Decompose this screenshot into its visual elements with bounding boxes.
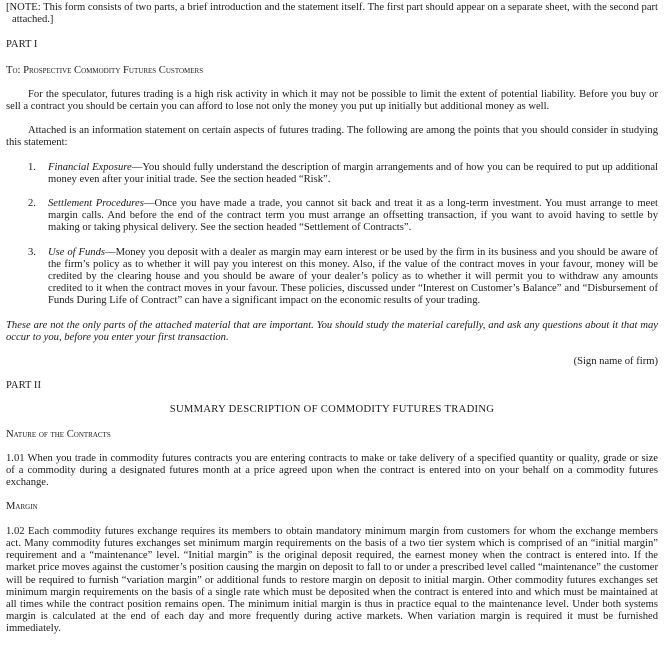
intro-paragraph: For the speculator, futures trading is a high risk activity in which it may not be possible to limit the extent of potential liability. Before you buy or sell a contract you should be certain you can afford to lose not only the money you put up initially but additional money as well. [6,88,658,113]
signature-line: (Sign name of firm) [573,356,658,368]
list-item-title: Financial Exposure [48,161,132,173]
part-2-title: SUMMARY DESCRIPTION OF COMMODITY FUTURES TRADING [169,404,495,416]
list-item-text: —You should fully understand the description of margin arrangements and of how you can be required to put up additional money even after your initial trade. See the section headed “Risk”. [48,161,658,185]
list-item-financial-exposure [6,162,658,186]
list-item-settlement-procedures [6,198,658,235]
section-heading-nature: Nature of the Contracts [6,428,111,440]
list-item-use-of-funds [6,247,658,308]
closing-advice: These are not the only parts of the attached material that are important. You should study the material carefully, and ask any questions about it that may occur to you, before you enter your first transaction. [6,319,658,343]
form-note: [NOTE: This form consists of two parts, a brief introduction and the statement itself. The first part should appear on a separate sheet, with the second part attached.] [6,2,658,26]
part-2-label: PART II [6,380,41,392]
list-item-number: 2. [28,198,36,210]
list-item-text: —Money you deposit with a dealer as margin may earn interest or be used by the firm in its business and you should be aware of the firm’s policy as to whether it will pay you interest on this money. Also, if the value of the contract moves in your favour, money will be credited by the clearing house and you should be aware of your dealer’s policy as to whether it will permit you to withdraw any amounts credited to it when the contract moves in your favour. These policies, discussed under “Interest on Customer’s Balance” and “Disbursement of Funds During Life of Contract” can have a significant impact on the economic results of your trading. [48,246,658,307]
section-text-nature: 1.01 When you trade in commodity futures contracts you are entering contracts to make or take delivery of a specified quantity or quality, grade or size of a commodity during a designated futures month at a price agreed upon when the contract is entered into on your behalf on a commodity futures exchange. [6,452,658,489]
list-item-title: Settlement Procedures [48,198,144,210]
list-item-title: Use of Funds [48,246,105,258]
list-item-number: 1. [28,161,36,173]
consideration-list [6,162,658,308]
part-1-label: PART I [6,39,38,51]
document-page [6,0,658,636]
section-text-margin: 1.02 Each commodity futures exchange requires its members to obtain mandatory minimum margin from customers for whom the exchange members act. Many commodity futures exchanges set minimum margin requirements on the basis of a two tier system which is comprised of an “initial margin” requirement and a “maintenance” level. “Initial margin” is the original deposit required, the earnest money when the contract is entered into. If the market price moves against the customer’s position causing the margin on deposit to fall to or under a prescribed level called “maintenance” the customer will be required to furnish “variation margin” or additional funds to restore margin on deposit to initial margin. Other commodity futures exchanges set minimum margin requirements on the basis of a single rate which must be deposited when the contract is entered into and which must be maintained at all times while the contract position remains open. The minimum initial margin is thus in practice equal to the maintenance level. Under both systems margin is calculated at the end of each day and more frequently during active markets. When variation margin is required it must be furnished immediately. [6,525,658,635]
attached-statement-paragraph: Attached is an information statement on certain aspects of futures trading. The following are among the points that you should consider in studying this statement: [6,125,658,149]
section-heading-margin: Margin [6,501,38,513]
list-item-number: 3. [28,246,36,258]
list-item-text: —Once you have made a trade, you cannot sit back and treat it as a long-term investment. You must arrange to meet margin calls. And before the end of the contract term you must arrange an offsetting transaction, if you want to avoid having to settle by making or taking physical delivery. See the section headed “Settlement of Contracts”. [48,198,658,234]
addressee-line: To: Prospective Commodity Futures Customers [6,64,204,76]
